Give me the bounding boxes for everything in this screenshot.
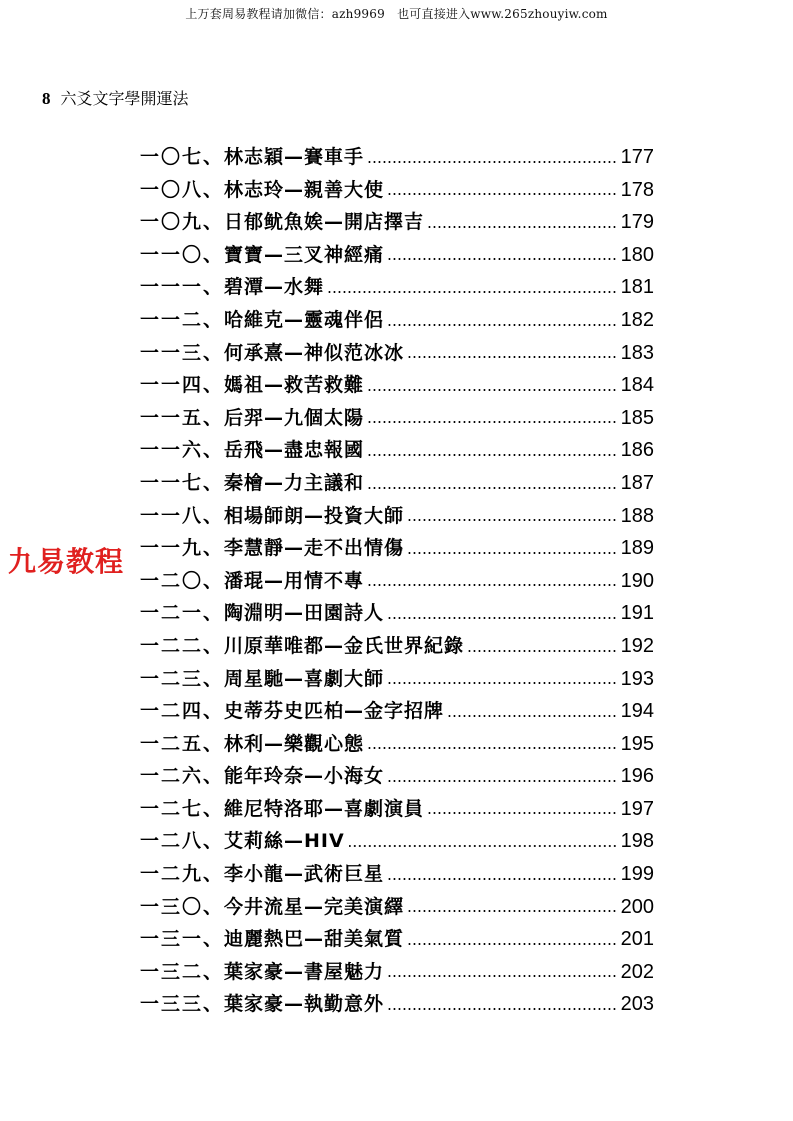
dot-leader [448, 715, 617, 717]
toc-entry-title: 秦檜—力主議和 [224, 471, 365, 494]
toc-entry [140, 206, 654, 239]
toc-entry [140, 695, 654, 728]
dot-leader [368, 389, 617, 391]
watermark: 九易教程 [8, 545, 125, 578]
toc-entry-page: 185 [620, 406, 654, 429]
toc-entry [140, 500, 654, 533]
toc-entry-number: 一三一、 [140, 928, 225, 951]
toc-entry [140, 988, 654, 1021]
toc-entry-number: 一三二、 [140, 960, 225, 983]
toc-entry-page: 195 [620, 732, 654, 755]
toc-entry-page: 200 [620, 895, 654, 918]
dot-leader [388, 1008, 617, 1010]
toc-entry-page: 181 [620, 276, 654, 299]
toc-entry-page: 190 [620, 569, 654, 592]
toc-entry-page: 178 [620, 178, 654, 201]
toc-entry [140, 597, 654, 630]
toc-entry [140, 174, 654, 207]
toc-entry [140, 825, 654, 858]
toc-entry-number: 一二五、 [140, 732, 225, 755]
toc-entry-number: 一〇七、 [140, 146, 225, 168]
dot-leader [349, 845, 617, 847]
toc-entry-title: 史蒂芬史匹柏—金字招牌 [224, 700, 445, 723]
toc-entry [140, 304, 654, 337]
toc-entry [140, 630, 654, 663]
toc-entry [140, 565, 654, 598]
toc-entry-number: 一二八、 [140, 830, 225, 853]
toc-entry-number: 一二一、 [140, 602, 225, 625]
toc-entry-number: 一一七、 [140, 471, 225, 494]
toc-entry [140, 923, 654, 956]
toc-entry [140, 663, 654, 696]
toc-entry-number: 一一一、 [140, 276, 225, 299]
toc-entry-number: 一二〇、 [140, 569, 225, 592]
dot-leader [368, 487, 617, 489]
toc-entry-page: 196 [620, 765, 654, 788]
toc-entry-page: 191 [620, 602, 654, 625]
toc-entry-page: 183 [620, 341, 654, 364]
toc-entry-page: 182 [620, 308, 654, 331]
toc-entry-title: 寶寶—三叉神經痛 [224, 243, 385, 266]
toc-entry-page: 197 [620, 797, 654, 820]
toc-entry [140, 891, 654, 924]
toc-entry-page: 198 [620, 830, 654, 853]
toc-entry [140, 402, 654, 435]
toc-entry-number: 一二三、 [140, 667, 225, 690]
toc-entry-number: 一一四、 [140, 374, 225, 397]
toc-entry-number: 一〇九、 [140, 211, 225, 234]
toc-entry-title: 能年玲奈—小海女 [224, 765, 385, 788]
toc-entry [140, 532, 654, 565]
toc-entry-page: 193 [620, 667, 654, 690]
toc-entry-title: 李慧靜—走不出情傷 [224, 537, 405, 560]
dot-leader [408, 356, 617, 358]
toc-entry-title: 潘琨—用情不專 [224, 569, 365, 592]
toc-entry-title: 陶淵明—田園詩人 [224, 602, 385, 625]
toc-entry-number: 一〇八、 [140, 178, 225, 201]
dot-leader [388, 324, 617, 326]
dot-leader [388, 975, 617, 977]
toc-entry-page: 180 [620, 243, 654, 266]
toc-entry-number: 一二九、 [140, 863, 225, 886]
toc-entry-page: 188 [620, 504, 654, 527]
toc-entry-title: 維尼特洛耶—喜劇演員 [224, 797, 425, 820]
toc-entry-title: 迪麗熱巴—甜美氣質 [224, 928, 405, 951]
toc-entry-title: 何承熹—神似范冰冰 [224, 341, 405, 364]
toc-entry-page: 202 [620, 960, 654, 983]
dot-leader [428, 226, 617, 228]
page-number: 8 [42, 89, 51, 108]
dot-leader [368, 421, 617, 423]
toc-entry-title: 林利—樂觀心態 [224, 732, 365, 755]
dot-leader [388, 193, 617, 195]
toc-entry-title: 周星馳—喜劇大師 [224, 667, 385, 690]
toc-entry [140, 728, 654, 761]
toc-entry-title: 媽祖—救苦救難 [224, 374, 365, 397]
dot-leader [388, 780, 617, 782]
toc-entry-page: 199 [620, 863, 654, 886]
toc-entry [140, 271, 654, 304]
toc-entry [140, 434, 654, 467]
toc-entry-number: 一一三、 [140, 341, 225, 364]
toc-entry-number: 一二七、 [140, 797, 225, 820]
toc-entry [140, 760, 654, 793]
toc-entry-number: 一一六、 [140, 439, 225, 462]
toc-entry-page: 184 [620, 374, 654, 397]
toc-entry-title: 艾莉絲—HIV [224, 830, 345, 853]
toc-entry [140, 239, 654, 272]
toc-entry-title: 相場師朗—投資大師 [224, 504, 405, 527]
table-of-contents [140, 141, 654, 1021]
page-header [42, 86, 189, 109]
toc-entry-number: 一一五、 [140, 406, 225, 429]
toc-entry-title: 葉家豪—執勤意外 [224, 993, 385, 1016]
toc-entry-page: 189 [620, 537, 654, 560]
toc-entry [140, 858, 654, 891]
dot-leader [368, 747, 617, 749]
toc-entry [140, 467, 654, 500]
dot-leader [408, 552, 617, 554]
toc-entry-title: 川原華唯都—金氏世界紀錄 [224, 634, 465, 657]
dot-leader [388, 682, 617, 684]
toc-entry-title: 李小龍—武術巨星 [224, 863, 385, 886]
toc-entry [140, 337, 654, 370]
toc-entry-title: 日郁鱿魚娭—開店擇吉 [224, 211, 425, 234]
toc-entry-page: 179 [620, 211, 654, 234]
toc-entry [140, 141, 654, 174]
book-title: 六爻文字學開運法 [60, 89, 189, 108]
toc-entry-page: 201 [620, 928, 654, 951]
toc-entry-title: 今井流星—完美演繹 [224, 895, 405, 918]
toc-entry-page: 177 [620, 146, 654, 168]
dot-leader [368, 454, 617, 456]
toc-entry-title: 岳飛—盡忠報國 [224, 439, 365, 462]
toc-entry-page: 194 [620, 700, 654, 723]
toc-entry-title: 哈維克—靈魂伴侶 [224, 308, 385, 331]
toc-entry [140, 793, 654, 826]
toc-entry-number: 一一九、 [140, 537, 225, 560]
toc-entry [140, 956, 654, 989]
dot-leader [388, 617, 617, 619]
dot-leader [388, 878, 617, 880]
toc-entry-page: 203 [620, 993, 654, 1016]
toc-entry-title: 林志玲—親善大使 [224, 178, 385, 201]
dot-leader [408, 519, 617, 521]
toc-entry-page: 187 [620, 471, 654, 494]
toc-entry-number: 一三三、 [140, 993, 225, 1016]
dot-leader [368, 584, 617, 586]
toc-entry-page: 186 [620, 439, 654, 462]
toc-entry-number: 一一八、 [140, 504, 225, 527]
toc-entry-number: 一二二、 [140, 634, 225, 657]
dot-leader [408, 910, 617, 912]
toc-entry-title: 葉家豪—書屋魅力 [224, 960, 385, 983]
toc-entry-number: 一三〇、 [140, 895, 225, 918]
dot-leader [368, 161, 617, 163]
toc-entry-number: 一一二、 [140, 308, 225, 331]
toc-entry-title: 后羿—九個太陽 [224, 406, 365, 429]
dot-leader [428, 812, 617, 814]
dot-leader [388, 258, 617, 260]
toc-entry-title: 碧潭—水舞 [224, 276, 325, 299]
top-banner: 上万套周易教程请加微信：azh9969 也可直接进入www.265zhouyiw.com [185, 7, 608, 21]
dot-leader [408, 943, 617, 945]
toc-entry-title: 林志穎—賽車手 [224, 146, 365, 168]
toc-entry-page: 192 [620, 634, 654, 657]
toc-entry-number: 一一〇、 [140, 243, 225, 266]
dot-leader [328, 291, 617, 293]
toc-entry-number: 一二四、 [140, 700, 225, 723]
dot-leader [468, 650, 617, 652]
toc-entry [140, 369, 654, 402]
toc-entry-number: 一二六、 [140, 765, 225, 788]
